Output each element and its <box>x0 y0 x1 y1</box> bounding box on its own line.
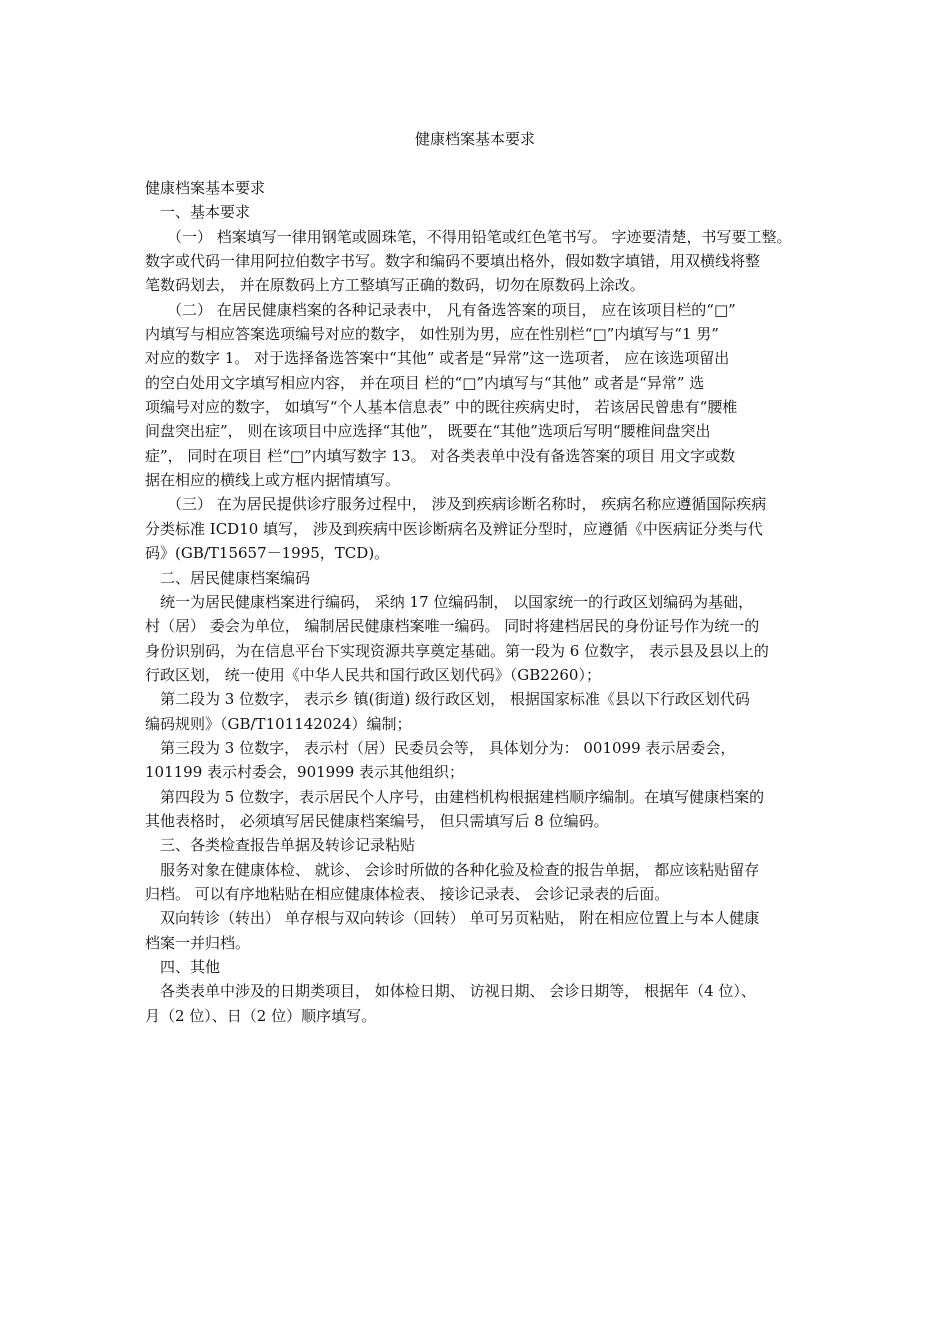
paragraph-line: 统一为居民健康档案进行编码， 采纳 17 位编码制， 以国家统一的行政区划编码为基础， <box>160 592 754 611</box>
section-heading-4: 四、其他 <box>160 958 221 976</box>
paragraph-line: （三） 在为居民提供诊疗服务过程中， 涉及到疾病诊断名称时， 疾病名称应遵循国际疾病 <box>167 495 767 514</box>
section-heading-1: 一、基本要求 <box>160 203 251 222</box>
body-heading: 健康档案基本要求 <box>145 179 266 197</box>
paragraph-line: 数字或代码一律用阿拉伯数字书写。数字和编码不要填出格外，假如数字填错，用双横线将整 <box>145 252 761 271</box>
paragraph-line: 身份识别码，为在信息平台下实现资源共享奠定基础。第一段为 6 位数字， 表示县及县以上的 <box>145 641 769 660</box>
paragraph-line: 项编号对应的数字， 如填写“个人基本信息表” 中的既往疾病史时， 若该居民曾患有“腰椎 <box>145 398 738 417</box>
paragraph-line: 的空白处用文字填写相应内容， 并在项目 栏的“□”内填写与“其他” 或者是“异常” 选 <box>145 373 705 392</box>
document-body <box>145 176 810 1028</box>
paragraph-line: 码》(GB/T15657－1995，TCD)。 <box>145 544 390 563</box>
paragraph-line: （二） 在居民健康档案的各种记录表中， 凡有备选答案的项目， 应在该项目栏的“□” <box>167 300 736 319</box>
paragraph-line: 内填写与相应答案选项编号对应的数字， 如性别为男，应在性别栏“□”内填写与“1 男” <box>145 325 719 344</box>
paragraph-line: 据在相应的横线上或方框内据情填写。 <box>145 471 401 490</box>
document-title: 健康档案基本要求 <box>414 130 535 148</box>
paragraph-line: 第三段为 3 位数字， 表示村（居）民委员会等， 具体划分为： 001099 表示居委会， <box>160 738 736 757</box>
paragraph-line: 村（居） 委会为单位， 编制居民健康档案唯一编码。 同时将建档居民的身份证号作为统一的 <box>145 617 760 636</box>
section-heading-3: 三、各类检查报告单据及转诊记录粘贴 <box>160 836 416 855</box>
paragraph-line: 行政区划， 统一使用《中华人民共和国行政区划代码》（GB2260）； <box>145 665 601 684</box>
paragraph-line: 各类表单中涉及的日期类项目， 如体检日期、 访视日期、 会诊日期等， 根据年（4 位）、 <box>160 982 756 1001</box>
paragraph-line: 第二段为 3 位数字， 表示乡 镇(街道) 级行政区划， 根据国家标准《县以下行政区划代码 <box>160 690 750 709</box>
paragraph-line: 双向转诊（转出） 单存根与双向转诊（回转） 单可另页粘贴， 附在相应位置上与本人健康 <box>160 909 760 928</box>
paragraph-line: 归档。 可以有序地粘贴在相应健康体检表、 接诊记录表、 会诊记录表的后面。 <box>145 884 670 903</box>
paragraph-line: 第四段为 5 位数字，表示居民个人序号，由建档机构根据建档顺序编制。在填写健康档案的 <box>160 787 765 806</box>
paragraph-line: 症”， 同时在项目 栏“□”内填写数字 13。 对各类表单中没有备选答案的项目 用文字或数 <box>145 446 736 465</box>
paragraph-line: 档案一并归档。 <box>145 933 251 952</box>
section-heading-2: 二、居民健康档案编码 <box>160 568 311 587</box>
paragraph-line: 其他表格时， 必须填写居民健康档案编号， 但只需填写后 8 位编码。 <box>145 811 609 830</box>
paragraph-line: 对应的数字 1。 对于选择备选答案中“其他” 或者是“异常”这一选项者， 应在该选项留出 <box>145 349 730 368</box>
paragraph-line: 编码规则》（GB/T101142024）编制； <box>145 714 412 733</box>
paragraph-line: 分类标准 ICD10 填写， 涉及到疾病中医诊断病名及辨证分型时，应遵循《中医病证分类与代 <box>145 519 763 538</box>
paragraph-line: 101199 表示村委会，901999 表示其他组织； <box>145 763 465 782</box>
paragraph-line: 间盘突出症”， 则在该项目中应选择“其他”， 既要在“其他”选项后写明“腰椎间盘突出 <box>145 422 711 441</box>
paragraph-line: 服务对象在健康体检、 就诊、 会诊时所做的各种化验及检查的报告单据， 都应该粘贴留存 <box>160 860 760 879</box>
paragraph-line: （一） 档案填写一律用钢笔或圆珠笔，不得用铅笔或红色笔书写。 字迹要清楚，书写要工整。 <box>167 227 792 246</box>
paragraph-line: 笔数码划去， 并在原数码上方工整填写正确的数码，切勿在原数码上涂改。 <box>145 276 645 295</box>
paragraph-line: 月（2 位）、日（2 位）顺序填写。 <box>145 1006 377 1025</box>
